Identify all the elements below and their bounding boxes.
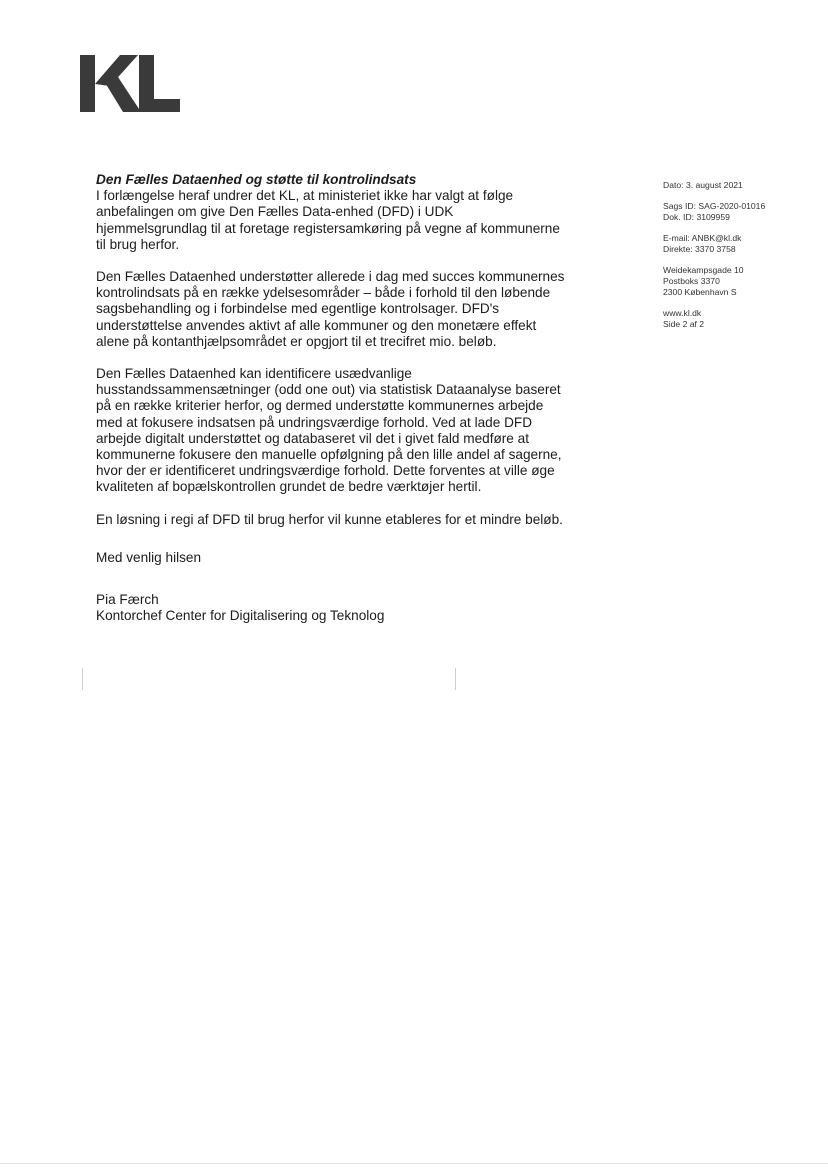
paragraph-2: Den Fælles Dataenhed understøtter allerede i dag med succes kommunernes kontrolindsats på en række ydelsesområder – både i forhold til den løbende sagsbehandling og i forbindelse med egentlige kontrolsager. DFD's understøttelse anvendes aktivt af alle kommuner og den monetære effekt alene på kontanthjælpsområdet er opgjort til et trecifret mio. beløb.: [96, 269, 565, 349]
dok-value: 3109959: [696, 212, 730, 222]
signer-name: Pia Færch: [96, 592, 159, 608]
email-label: E-mail:: [663, 233, 690, 243]
letter-subject: Den Fælles Dataenhed og støtte til kontrolindsats: [96, 172, 417, 187]
email-value: ANBK@kl.dk: [691, 233, 742, 243]
dok-label: Dok. ID:: [663, 212, 695, 222]
contact-block: [663, 233, 813, 255]
address-line: Postboks 3370: [663, 276, 720, 286]
signature-block: [96, 592, 566, 624]
web-block: [663, 308, 813, 330]
id-block: [663, 201, 813, 223]
paragraph-4: En løsning i regi af DFD til brug herfor vil kunne etableres for et mindre beløb.: [96, 511, 563, 527]
letter-metadata: [663, 180, 813, 340]
paragraph-3: Den Fælles Dataenhed kan identificere usædvanlige husstandssammensætninger (odd one out) via statistisk Dataanalyse baseret på en række kriterier herfor, og dermed understøtte kommunernes arbejde med at fokusere indsatsen på undringsværdige forhold. Ved at lade DFD arbejde digitalt understøttet og databaseret vil det i givet fald medføre at kommunerne fokusere den manuelle opfølgning på den lille andel af sagerne, hvor der er identificeret undringsværdige forhold. Dette forventes at ville øge kvaliteten af bopælskontrollen grundet de bedre værktøjer hertil.: [96, 366, 562, 495]
scan-mark: [82, 668, 83, 690]
closing: Med venlig hilsen: [96, 549, 202, 565]
direkte-label: Direkte:: [663, 244, 693, 254]
sags-label: Sags ID:: [663, 201, 696, 211]
signer-title: Kontorchef Center for Digitalisering og Teknolog: [96, 608, 385, 624]
address-line: Weidekampsgade 10: [663, 265, 744, 275]
paragraph-1: I forlængelse heraf undrer det KL, at ministeriet ikke har valgt at følge anbefalingen om give Den Fælles Data-enhed (DFD) i UDK hjemmelsgrundlag til at foretage registersamkøring på vegne af kommunerne til brug herfor.: [96, 188, 560, 252]
scan-mark: [455, 668, 456, 690]
website: www.kl.dk: [663, 308, 702, 318]
address-block: [663, 265, 813, 298]
date-value: 3. august 2021: [685, 180, 743, 190]
kl-logo: [80, 55, 180, 112]
scan-mark: [0, 1163, 828, 1164]
date-block: [663, 180, 813, 191]
page-number: Side 2 af 2: [663, 319, 705, 329]
date-label: Dato:: [663, 180, 684, 190]
address-line: 2300 København S: [663, 287, 737, 297]
sags-value: SAG-2020-01016: [698, 201, 766, 211]
letter-body: [96, 172, 566, 624]
direkte-value: 3370 3758: [695, 244, 736, 254]
